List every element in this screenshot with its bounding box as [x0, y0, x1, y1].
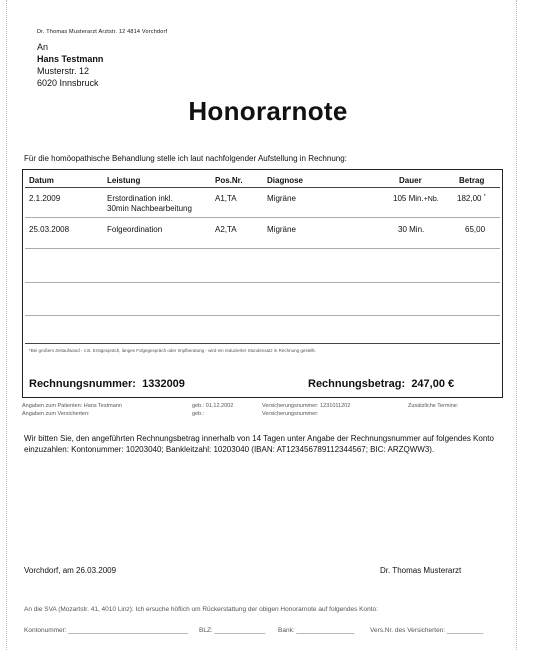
- invoice-amount: [308, 378, 454, 390]
- invoice-number: [29, 378, 185, 390]
- additional-appointments: Zusätzliche Termine:: [408, 403, 459, 409]
- recipient-name: Hans Testmann: [37, 54, 104, 64]
- recipient-label: An: [37, 42, 49, 52]
- insured-info: Angaben zum Versicherten:: [22, 411, 90, 417]
- row1-betrag-value: 182,00: [457, 194, 482, 203]
- row-divider: [25, 248, 500, 249]
- row-divider: [25, 282, 500, 283]
- row-divider: [25, 217, 500, 218]
- patient-info: Angaben zum Patienten: Hans Testmann: [22, 403, 122, 409]
- recipient-street: Musterstr. 12: [37, 66, 90, 76]
- row2-diagnose: Migräne: [267, 225, 296, 234]
- row1-leistung-line1: Erstordination inkl.: [107, 194, 173, 203]
- footer-divider: [25, 343, 500, 344]
- row2-leistung: Folgeordination: [107, 225, 163, 234]
- header-divider: [25, 187, 500, 188]
- place-date: Vorchdorf, am 26.03.2009: [24, 566, 117, 575]
- document-title: Honorarnote: [188, 96, 348, 126]
- insured-dob: geb.:: [192, 411, 205, 417]
- insurance-number-field: Vers.Nr. des Versicherten: __________: [370, 627, 484, 634]
- account-number-field: Kontonummer: _________________________________: [24, 627, 188, 634]
- signature-name: Dr. Thomas Musterarzt: [380, 566, 462, 575]
- row1-dauer: [393, 194, 439, 203]
- row2-dauer: 30 Min.: [398, 225, 425, 234]
- header-leistung: Leistung: [107, 176, 141, 185]
- invoice-amount-label: Rechnungsbetrag:: [308, 378, 406, 390]
- patient-insurance-number: Versicherungsnummer: 1231011202: [262, 403, 351, 409]
- invoice-amount-value: 247,00 €: [411, 378, 455, 390]
- header-dauer: Dauer: [399, 176, 422, 185]
- invoice-number-value: 1332009: [142, 378, 185, 390]
- header-betrag: Betrag: [459, 176, 485, 185]
- payment-instructions: Wir bitten Sie, den angeführten Rechnungsbetrag innerhalb von 14 Tagen unter Angabe der Rechnungsnummer auf folgendes Konto einzuzahlen: Kontonummer: 10203040; Bankleitzahl: 10203040 (IBAN: AT123456789112344567; BIC: ARZQWW3).: [24, 434, 494, 454]
- sva-request: An die SVA (Mozartstr. 41, 4010 Linz): Ich ersuche höflich um Rückerstattung der obigen Honorarnote auf folgendes Konto:: [24, 606, 378, 613]
- table-footnote: *Bei großem Zeitaufwand - z.B. Erstgespräch, langes Folgegespräch oder Impfberatung - wird ein reduzierter Stundensatz in Rechnung gestellt.: [29, 348, 316, 353]
- row2-betrag: 65,00: [465, 225, 486, 234]
- header-posnr: Pos.Nr.: [215, 176, 243, 185]
- invoice-table: [22, 169, 503, 398]
- invoice-number-label: Rechnungsnummer:: [29, 378, 136, 390]
- patient-dob: geb.: 01.12.2002: [192, 403, 234, 409]
- row1-posnr: A1,TA: [215, 194, 237, 203]
- insured-insurance-number: Versicherungsnummer:: [262, 411, 319, 417]
- row-divider: [25, 315, 500, 316]
- bank-field: Bank: ________________: [278, 627, 355, 634]
- blz-field: BLZ: ______________: [199, 627, 266, 634]
- recipient-city: 6020 Innsbruck: [37, 78, 99, 88]
- header-datum: Datum: [29, 176, 54, 185]
- row1-betrag: [457, 194, 486, 203]
- row1-datum: 2.1.2009: [29, 194, 61, 203]
- row1-betrag-mark: *: [483, 194, 486, 200]
- row1-leistung-line2: 30min Nachbearbeitung: [107, 204, 192, 213]
- row2-datum: 25.03.2008: [29, 225, 70, 234]
- header-diagnose: Diagnose: [267, 176, 304, 185]
- sender-address: Dr. Thomas Musterarzt Arztstr. 12 4814 Vorchdorf: [37, 29, 168, 35]
- row2-posnr: A2,TA: [215, 225, 237, 234]
- intro-text: Für die homöopathische Behandlung stelle ich laut nachfolgender Aufstellung in Rechnung:: [24, 154, 347, 163]
- row1-diagnose: Migräne: [267, 194, 296, 203]
- row1-dauer-extra: +Nb.: [423, 196, 439, 203]
- row1-dauer-value: 105 Min.: [393, 194, 424, 203]
